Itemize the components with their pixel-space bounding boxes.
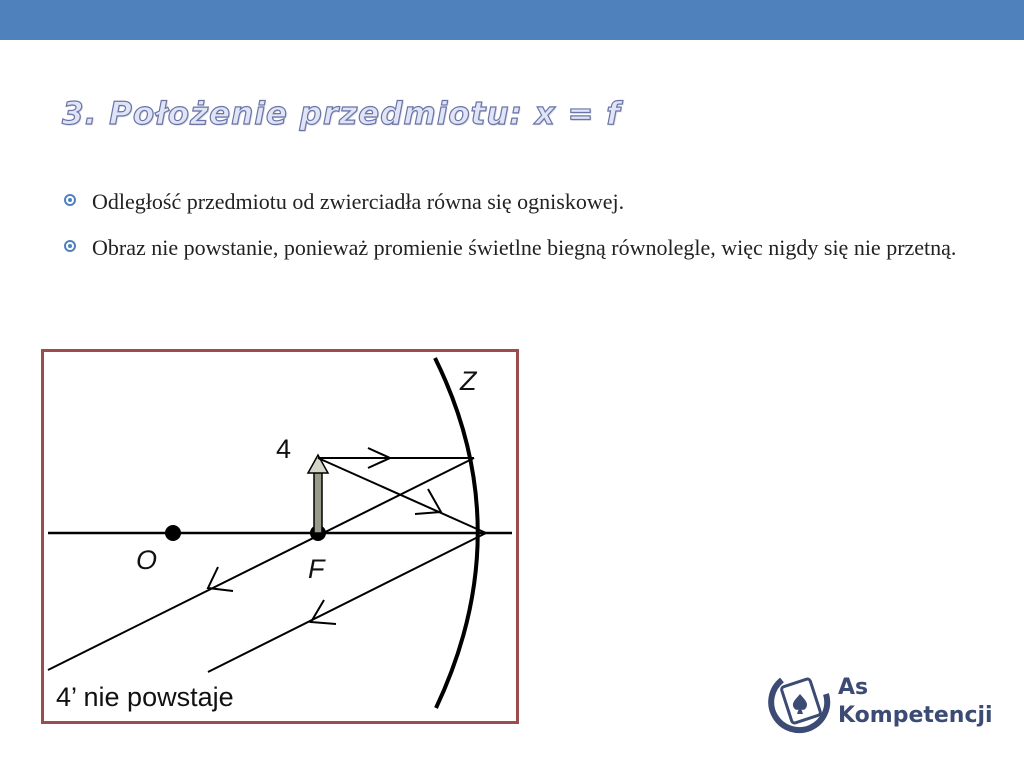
mirror-label: Z	[460, 366, 477, 396]
mirror-diagram	[41, 349, 519, 724]
focus-label: F	[308, 554, 325, 584]
bullet-list	[62, 180, 962, 272]
object-label: 4	[276, 434, 292, 464]
figure-caption: 4’ nie powstaje	[56, 682, 234, 712]
bullet-item	[62, 180, 962, 224]
focal-ray	[318, 458, 486, 533]
diagram-canvas	[44, 352, 516, 721]
top-accent-bar	[0, 0, 1024, 40]
bullet-text: Odległość przedmiotu od zwierciadła równa się ogniskowej.	[92, 189, 625, 214]
object-arrow	[308, 455, 328, 533]
center-label: O	[136, 545, 158, 575]
center-point	[165, 525, 181, 541]
logo-line-1: As	[838, 675, 869, 700]
spade-card-icon	[768, 668, 832, 744]
bullet-circle-icon	[64, 240, 76, 252]
bullet-circle-icon	[64, 194, 76, 206]
logo-line-2: Kompetencji	[838, 703, 993, 728]
ray-arrow-icon	[311, 600, 336, 624]
slide-title: 3. Położenie przedmiotu: x = f	[62, 96, 621, 132]
logo-text	[838, 674, 993, 730]
reflected-ray-2	[208, 533, 486, 672]
bullet-item	[62, 226, 962, 270]
reflected-ray-1	[48, 458, 474, 670]
logo	[768, 668, 998, 748]
bullet-text: Obraz nie powstanie, ponieważ promienie świetlne biegną równolegle, więc nigdy się nie przetną.	[92, 235, 957, 260]
